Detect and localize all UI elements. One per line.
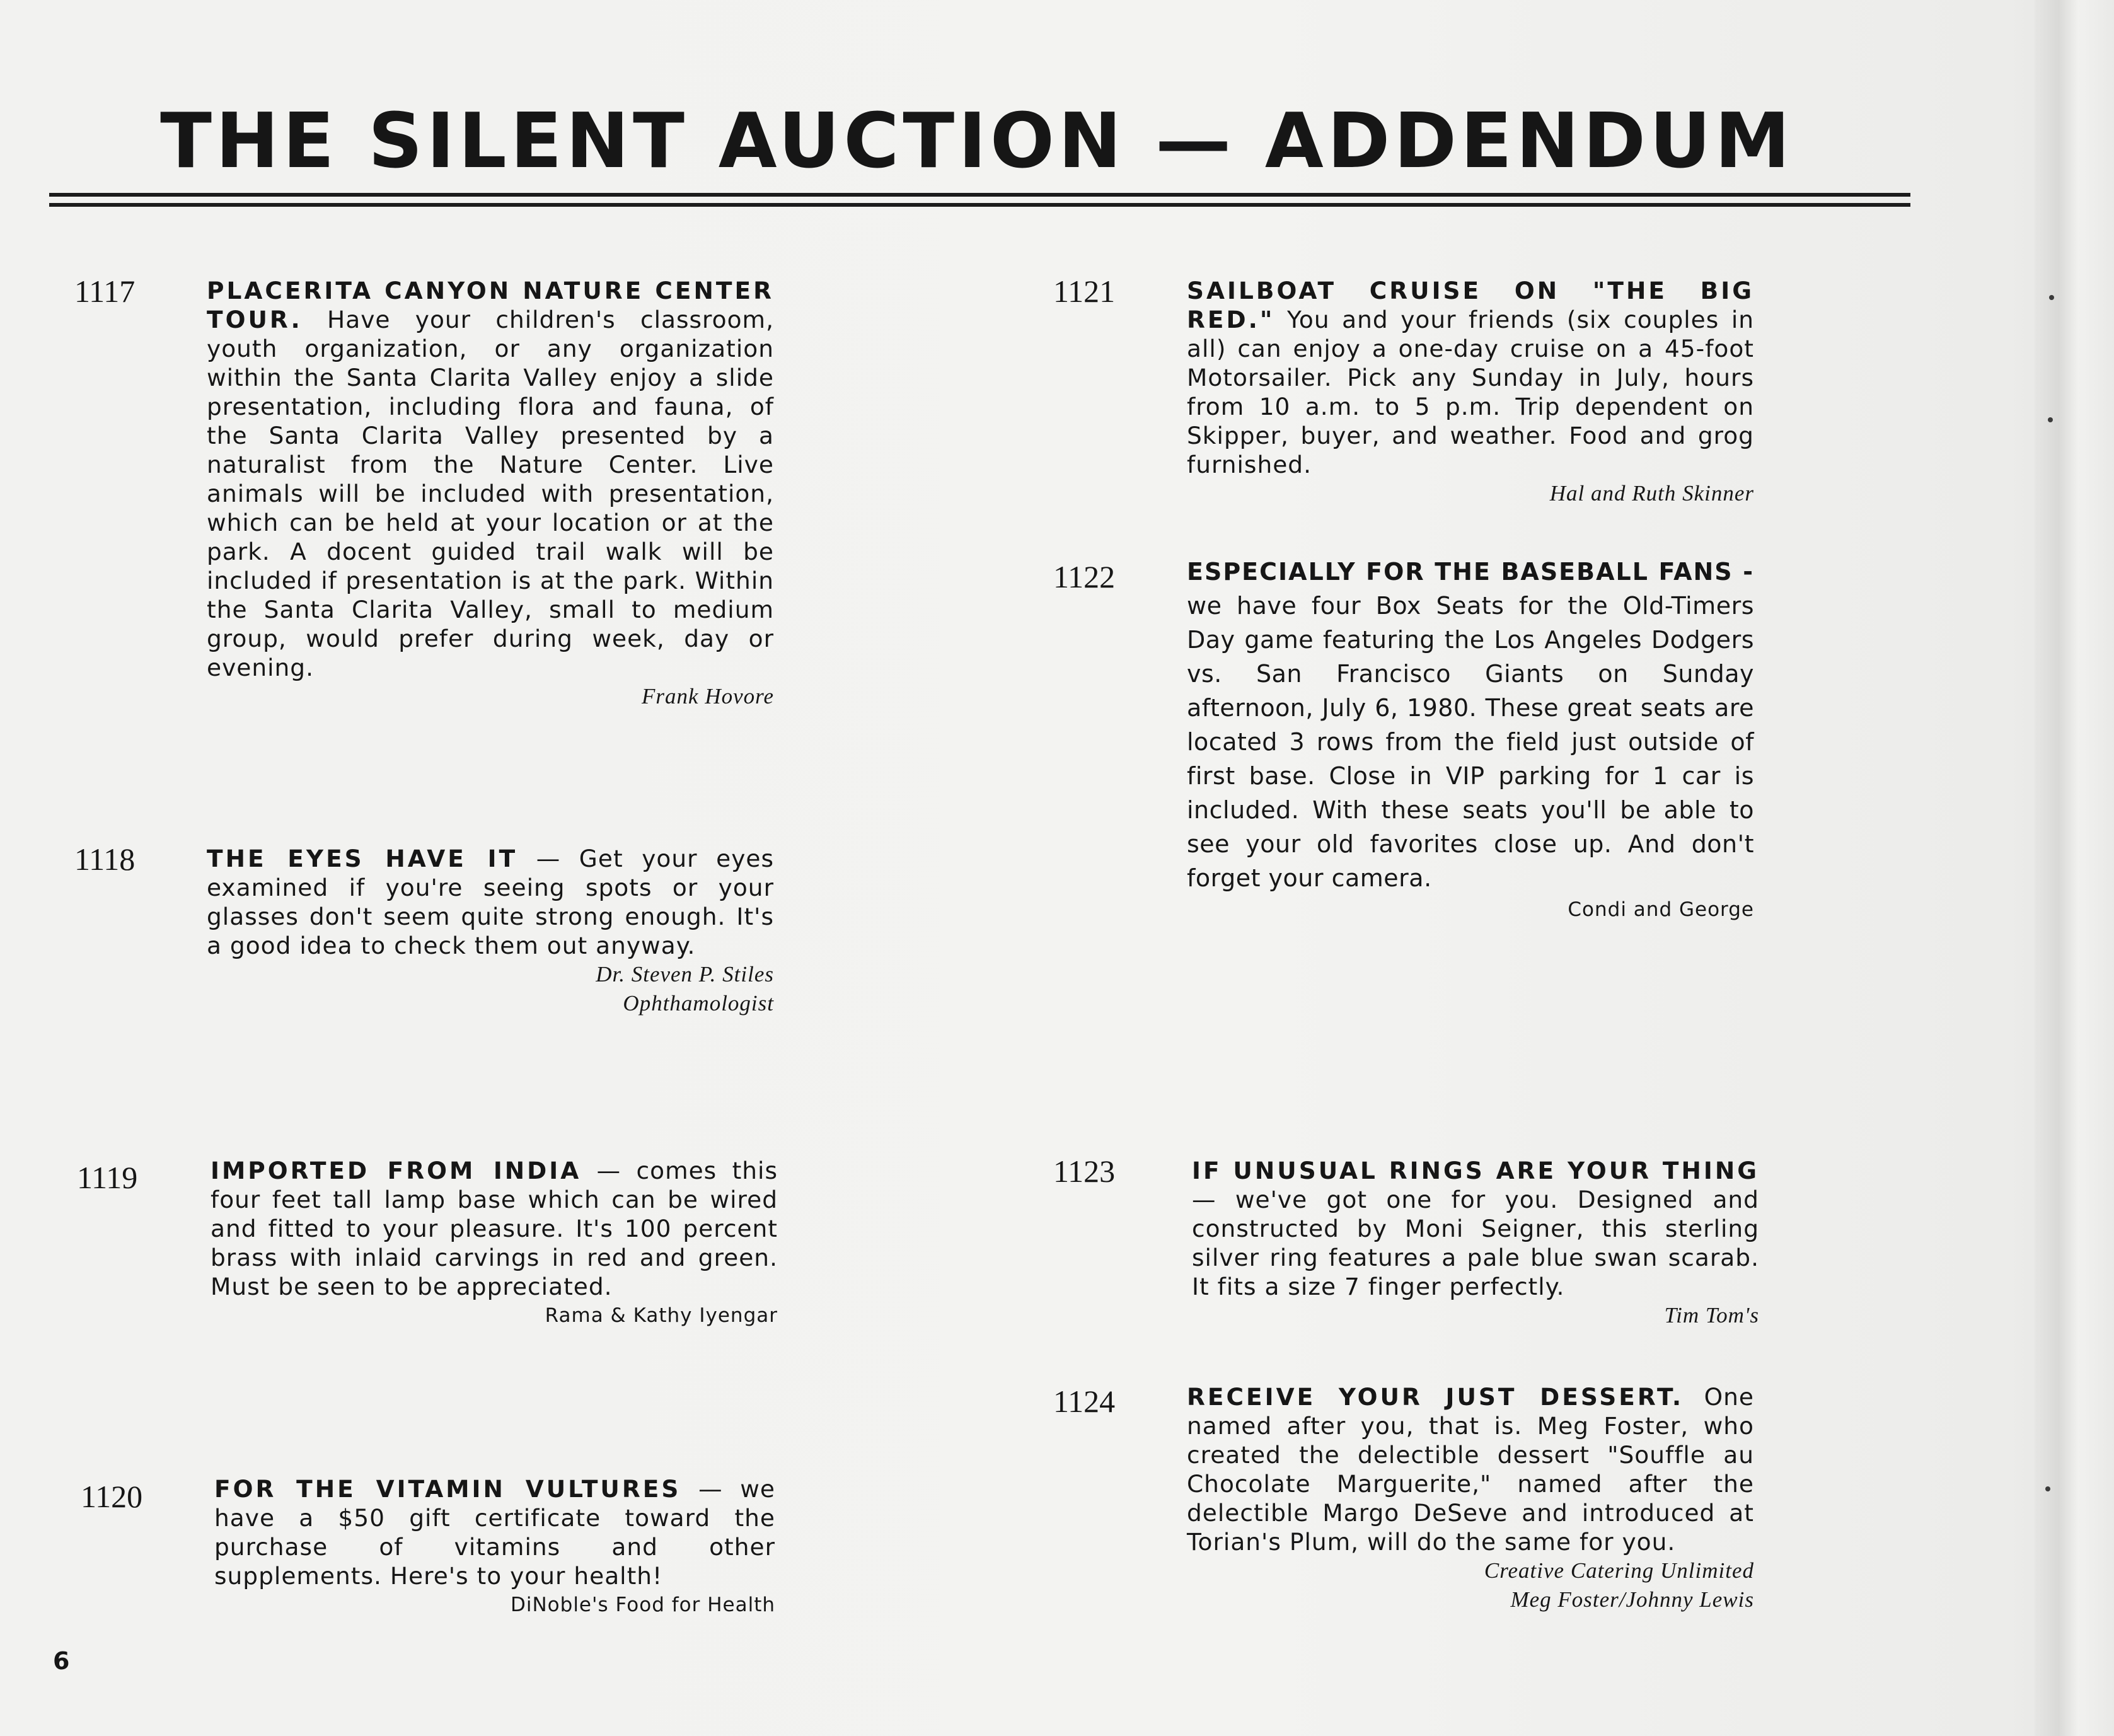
lot-description (211, 1156, 778, 1330)
lot-number: 1119 (77, 1160, 138, 1195)
lot-description (1192, 1156, 1759, 1330)
lot-heading: RECEIVE YOUR JUST DESSERT. (1187, 1383, 1684, 1411)
lot-heading: ESPECIALLY FOR THE BASEBALL FANS - (1187, 558, 1754, 586)
lot-donor: Creative Catering Unlimited (1484, 1558, 1754, 1583)
lot-description (1187, 555, 1754, 924)
binding-speck (2048, 417, 2053, 422)
binding-speck (2045, 1486, 2050, 1491)
lot-donor: Hal and Ruth Skinner (1549, 481, 1754, 506)
lot-description (214, 1474, 775, 1619)
lot-number: 1123 (1053, 1154, 1116, 1189)
lot-number: 1122 (1053, 559, 1116, 594)
binding-speck (2049, 295, 2054, 300)
lot-text: we have four Box Seats for the Old-Timers Day game featuring the Los Angeles Dodgers vs. San Francisco Giants on Sunday afternoon, July 6, 1980. These great seats are located 3 rows from the field just outside of first base. Close in VIP parking for 1 car is included. With these seats you'll be able to see your old favorites close up. And don't forget your camera. (1187, 592, 1754, 892)
page-number: 6 (53, 1647, 70, 1675)
lot-text: — Get your eyes examined if you're seeing spots or your glasses don't seem quite strong enough. It's a good idea to check them out anyway. (207, 845, 774, 959)
lot-text: — we have a $50 gift certificate toward the purchase of vitamins and other supplements. Here's to your health! (214, 1475, 775, 1590)
lot-text: One named after you, that is. Meg Foster, who created the delectible dessert "Souffle au Chocolate Marguerite," named after the delectible Margo DeSeve and introduced at Torian's Plum, will do the same for you. (1187, 1383, 1754, 1556)
lot-description (1187, 276, 1754, 508)
lot-donor: Dr. Steven P. Stiles (596, 962, 774, 987)
lot-donor: Frank Hovore (642, 684, 774, 709)
lot-heading: THE EYES HAVE IT (207, 845, 518, 872)
lot-number: 1120 (81, 1479, 143, 1514)
lot-text: Have your children's classroom, youth organization, or any organization within the Santa Clarita Valley enjoy a slide presentation, including flora and fauna, of the Santa Clarita Valley presented by a naturalist from the Nature Center. Live animals will be included with presentation, which can be held at your location or at the park. A docent guided trail walk will be included if presentation is at the park. Within the Santa Clarita Valley, small to medium group, would prefer during week, day or evening. (207, 306, 774, 681)
lot-heading: FOR THE VITAMIN VULTURES (214, 1475, 681, 1503)
page-title: THE SILENT AUCTION — ADDENDUM (160, 98, 1794, 185)
lot-donor-title: Ophthamologist (623, 991, 774, 1016)
lot-donor: Condi and George (1568, 898, 1754, 921)
title-rule-bottom (49, 203, 1910, 207)
title-rule-top (49, 193, 1910, 197)
lot-text: — we've got one for you. Designed and constructed by Moni Seigner, this sterling silver ring features a pale blue swan scarab. It fits a size 7 finger perfectly. (1192, 1186, 1759, 1300)
lot-heading: PLACERITA CANYON NATURE CENTER TOUR. (207, 277, 774, 333)
lot-heading: IF UNUSUAL RINGS ARE YOUR THING (1192, 1157, 1759, 1184)
lot-number: 1121 (1053, 274, 1116, 309)
lot-heading: SAILBOAT CRUISE ON "THE BIG RED." (1187, 277, 1754, 333)
lot-number: 1118 (74, 842, 136, 877)
lot-donor: Tim Tom's (1664, 1303, 1759, 1328)
lot-donor: DiNoble's Food for Health (511, 1594, 775, 1616)
lot-text: You and your friends (six couples in all) can enjoy a one-day cruise on a 45-foot Motorsailer. Pick any Sunday in July, hours from 10 a.m. to 5 p.m. Trip dependent on Skipper, buyer, and weather. Food and grog furnished. (1187, 306, 1755, 478)
lot-donor-names: Meg Foster/Johnny Lewis (1510, 1587, 1754, 1612)
lot-description (1187, 1382, 1754, 1614)
lot-description (207, 276, 774, 711)
lot-heading: IMPORTED FROM INDIA (211, 1157, 582, 1184)
page-binding-edge (2035, 0, 2114, 1736)
lot-number: 1117 (74, 274, 136, 309)
lot-donor: Rama & Kathy Iyengar (545, 1304, 778, 1327)
lot-text: — comes this four feet tall lamp base which can be wired and fitted to your pleasure. It's 100 percent brass with inlaid carvings in red and green. Must be seen to be appreciated. (211, 1157, 778, 1300)
lot-description (207, 844, 774, 1018)
lot-number: 1124 (1053, 1384, 1116, 1419)
